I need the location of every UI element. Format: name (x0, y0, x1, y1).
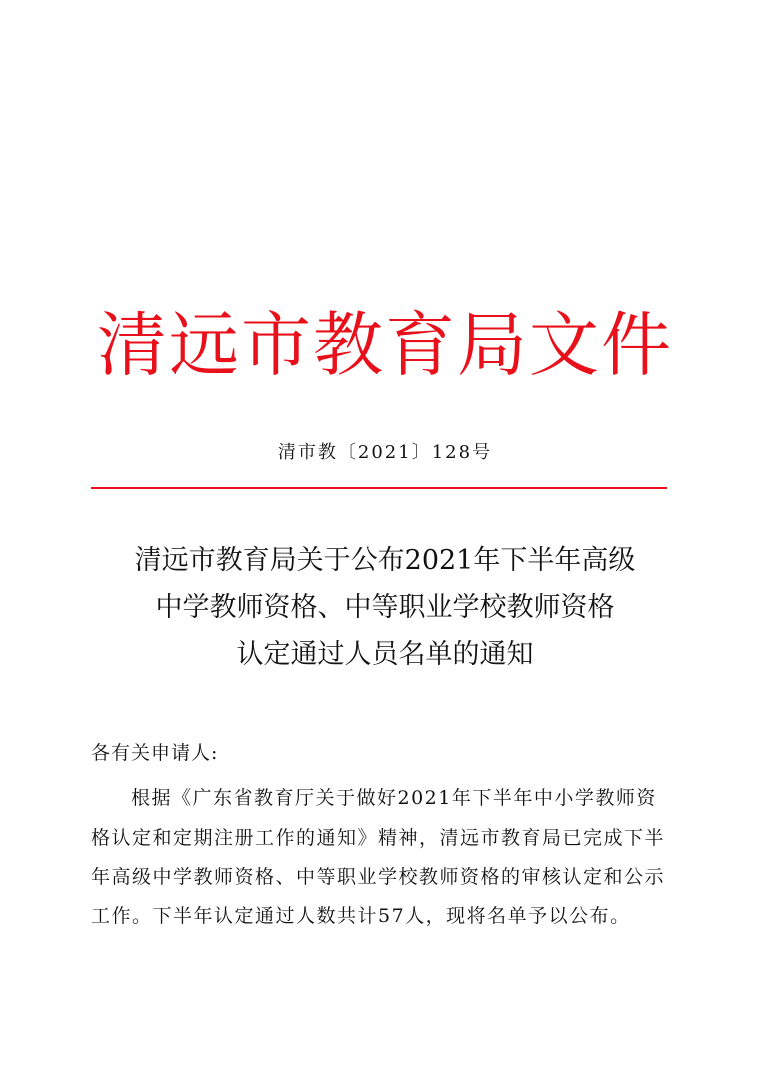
masthead-title: 清远市教育局文件 (97, 304, 673, 386)
notice-title (0, 537, 770, 678)
title-line-1: 清远市教育局关于公布2021年下半年高级 (134, 545, 636, 576)
title-line-3: 认定通过人员名单的通知 (236, 639, 534, 670)
document-number: 清市教〔2021〕128号 (277, 442, 493, 463)
body-paragraph-line-4: 工作。下半年认定通过人数共计57人，现将名单予以公布。 (91, 905, 631, 927)
red-divider-line (91, 487, 667, 489)
body-paragraph-line-2: 格认定和定期注册工作的通知》精神，清远市教育局已完成下半 (91, 827, 666, 849)
title-line-2: 中学教师资格、中等职业学校教师资格 (155, 592, 615, 623)
body-paragraph-line-1: 根据《广东省教育厅关于做好2021年下半年中小学教师资 (131, 787, 657, 809)
salutation: 各有关申请人: (91, 742, 219, 764)
body-paragraph-line-3: 年高级中学教师资格、中等职业学校教师资格的审核认定和公示 (91, 866, 666, 888)
